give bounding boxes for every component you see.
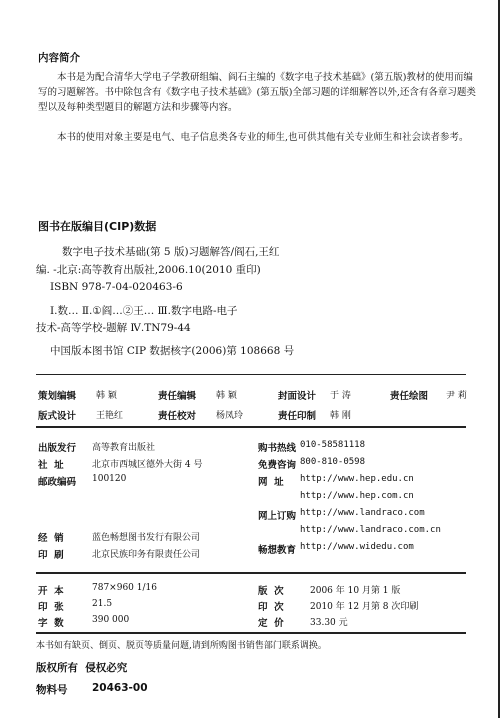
website-link[interactable]: http://www.hep.com.cn [300, 491, 414, 501]
publisher-value: 100120 [92, 474, 127, 484]
staff-label: 封面设计 [278, 391, 317, 402]
website-link[interactable]: http://www.landraco.com.cn [300, 525, 441, 535]
divider [36, 632, 466, 634]
cip-line-2: 编. -北京:高等教育出版社,2006.10(2010 重印) [36, 264, 261, 276]
phone-number: 010-58581118 [300, 440, 366, 450]
spec-value: 390 000 [92, 615, 130, 625]
material-number: 20463-00 [92, 682, 148, 694]
cip-line-5: 技术-高等学校-题解 Ⅳ.TN79-44 [36, 322, 191, 334]
summary-paragraph-1: 本书是为配合清华大学电子学教研组编、阎石主编的《数字电子技术基础》(第五版)教材的使用而编写的习题解答。书中除包含有《数字电子技术基础》(第五版)全部习题的详细解答以外,还含有各章习题类型以及每种类型题目的解题方法和步骤等内容。 [38, 72, 476, 113]
spec-value: 787×960 1/16 [92, 583, 157, 593]
divider [36, 374, 466, 375]
staff-value: 王艳红 [96, 411, 124, 421]
publisher-label: 网上订购 [258, 511, 297, 522]
spec-value: 2006 年 10 月第 1 版 [310, 586, 401, 596]
summary-paragraph-2: 本书的使用对象主要是电气、电子信息类各专业的师生,也可供其他有关专业师生和社会读者参考。 [57, 132, 469, 143]
staff-value: 韩 颖 [216, 391, 237, 401]
staff-label: 责任编辑 [158, 391, 197, 402]
spec-value: 33.30 元 [310, 618, 348, 628]
quality-notice: 本书如有缺页、倒页、脱页等质量问题,请到所购图书销售部门联系调换。 [36, 641, 327, 651]
cip-record-number: 中国版本图书馆 CIP 数据核字(2006)第 108668 号 [50, 345, 295, 357]
spec-label: 版 次 [258, 586, 284, 597]
publisher-label: 网 址 [258, 477, 284, 488]
spec-label: 定 价 [258, 618, 284, 629]
spec-label: 字 数 [38, 618, 64, 629]
summary-title: 内容简介 [38, 52, 80, 64]
staff-value: 于 涛 [330, 391, 351, 401]
spec-value: 21.5 [92, 599, 113, 609]
cip-isbn: ISBN 978-7-04-020463-6 [50, 281, 183, 293]
publisher-label: 出版发行 [38, 443, 77, 454]
cip-heading: 图书在版编目(CIP)数据 [38, 220, 157, 233]
spec-value: 2010 年 12 月第 8 次印刷 [310, 602, 419, 612]
publisher-label: 免费咨询 [258, 460, 297, 471]
copyright-notice: 版权所有 侵权必究 [36, 662, 128, 674]
publisher-label: 购书热线 [258, 443, 297, 454]
spec-label: 印 次 [258, 602, 284, 613]
cip-line-4: Ⅰ.数… Ⅱ.①阎…②王… Ⅲ.数字电路-电子 [50, 305, 238, 317]
publisher-label: 经 销 [38, 533, 64, 544]
publisher-label: 社 址 [38, 460, 64, 471]
staff-label: 策划编辑 [38, 391, 77, 402]
publisher-label: 邮政编码 [38, 477, 77, 488]
divider [36, 426, 466, 428]
material-number-label: 物料号 [36, 684, 68, 696]
publisher-label: 畅想教育 [258, 545, 297, 556]
phone-number: 800-810-0598 [300, 457, 366, 467]
staff-label: 责任印制 [278, 411, 317, 422]
publisher-value: 高等教育出版社 [92, 443, 156, 453]
publisher-value: 北京市西城区德外大街 4 号 [92, 460, 203, 470]
staff-value: 韩 颖 [96, 391, 117, 401]
publisher-value: 蓝色畅想图书发行有限公司 [92, 533, 201, 543]
website-link[interactable]: http://www.hep.edu.cn [300, 474, 414, 484]
website-link[interactable]: http://www.landraco.com [300, 508, 425, 518]
website-link[interactable]: http://www.widedu.com [300, 542, 414, 552]
staff-label: 版式设计 [38, 411, 77, 422]
staff-label: 责任校对 [158, 411, 197, 422]
staff-value: 尹 莉 [446, 391, 467, 401]
publisher-value: 北京民族印务有限责任公司 [92, 550, 201, 560]
spec-label: 开 本 [38, 586, 64, 597]
divider [36, 572, 466, 574]
cip-line-1: 数字电子技术基础(第 5 版)习题解答/阎石,王红 [62, 246, 280, 258]
publisher-label: 印 刷 [38, 550, 64, 561]
staff-label: 责任绘图 [390, 391, 429, 402]
spec-label: 印 张 [38, 602, 64, 613]
staff-value: 杨凤玲 [216, 411, 244, 421]
staff-value: 韩 刚 [330, 411, 351, 421]
